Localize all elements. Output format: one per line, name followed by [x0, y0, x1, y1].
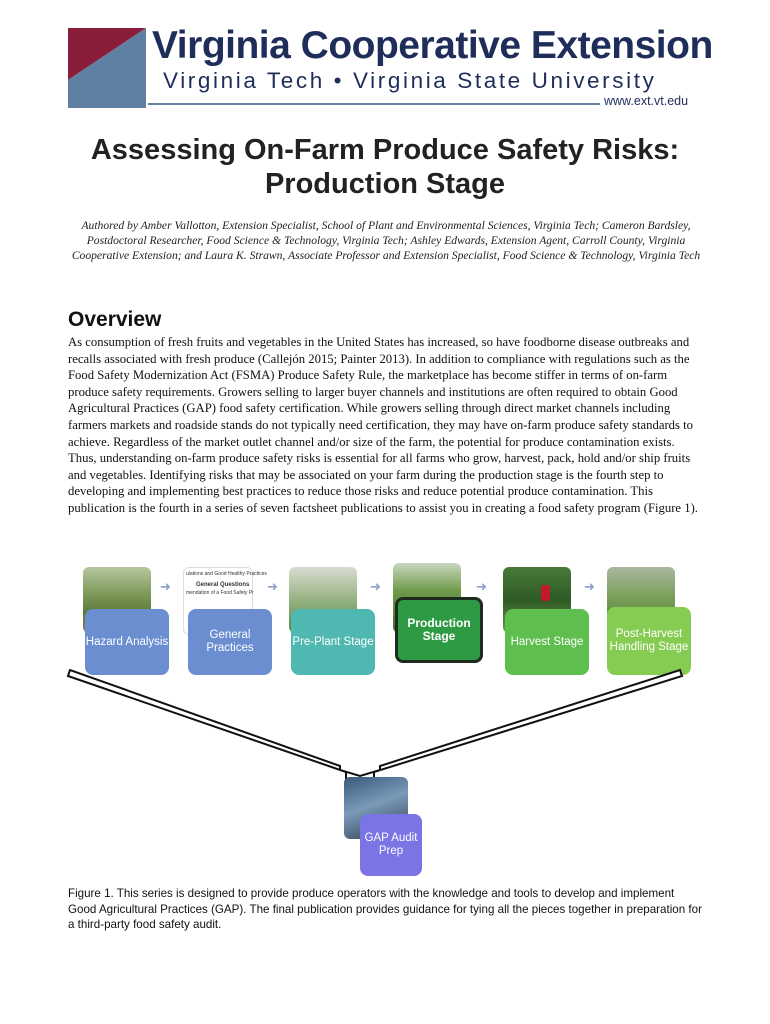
document-title — [40, 133, 730, 201]
step-label: General Practices — [206, 629, 254, 654]
arrow-right-icon: ➜ — [584, 580, 595, 595]
step-harvest — [505, 609, 589, 675]
org-subtitle: Virginia Tech • Virginia State University — [163, 68, 657, 93]
step-label: Harvest Stage — [510, 635, 584, 648]
authors: Authored by Amber Vallotton, Extension Specialist, School of Plant and Environmental Sciences, Virginia Tech; Cameron Bardsley, Postdoctoral Researcher, Food Science & Technology, Virginia Tech; Ashley Edwards, Extension Agent, Carroll County, Virginia Cooperative Extension; and Laura K. Strawn, Associate Professor and Extension Specialist, Food Science & Technology, Virginia Tech — [71, 219, 701, 262]
step-hazard-analysis — [85, 609, 169, 675]
title-line-2: Production Stage — [264, 168, 506, 200]
website-link[interactable]: www.ext.vt.edu — [604, 94, 689, 108]
vce-logo-mark — [68, 28, 146, 108]
thumb-text-2: General Questions — [196, 582, 250, 588]
step-production — [395, 597, 483, 663]
step-pre-plant — [291, 609, 375, 675]
header-rule — [148, 103, 600, 105]
arrow-right-icon: ➜ — [476, 580, 487, 595]
funnel-arrow — [60, 670, 710, 790]
step-label: Hazard Analysis — [85, 635, 169, 648]
step-label: Pre-Plant Stage — [292, 635, 374, 648]
step-gap-audit-prep — [360, 814, 422, 876]
overview-heading: Overview — [68, 308, 162, 331]
title-line-1: Assessing On-Farm Produce Safety Risks: — [90, 134, 680, 166]
step-label: Production Stage — [407, 616, 471, 643]
overview-paragraph: As consumption of fresh fruits and vegetables in the United States has increased, so have foodborne disease outbreaks and recalls associated with fresh produce (Callejón 2015; Painter 2013). In addition to compliance with regulations such as the Food Safety Modernization Act (FSMA) Produce Safety Rule, the marketplace has become stiffer in terms of on-farm produce safety requirements. Growers selling to larger buyer channels and institutions are often required to obtain Good Agricultural Practices (GAP) food safety certification. While growers selling through direct market channels including farmers markets and roadside stands do not typically need certification, they may have on-farm produce safety standards to achieve. Regardless of the market outlet channel and/or size of the farm, the potential for produce contamination exists. Thus, understanding on-farm produce safety risks is essential for all farms who grow, harvest, pack, hold and/or ship fruits and vegetables. Identifying risks that may be associated on your farm during the production stage is the fourth step to developing and implementing best practices to reduce those risks and reduce potential produce contamination. This publication is the fourth in a series of seven factsheet publications to assist you in creating a food safety program (Figure 1). — [68, 335, 698, 515]
thumb-text-3: mendation of a Food Safety Pr — [186, 590, 254, 596]
arrow-right-icon: ➜ — [160, 580, 171, 595]
step-post-harvest — [607, 607, 691, 675]
step-label: Post-Harvest Handling Stage — [609, 628, 689, 653]
arrow-right-icon: ➜ — [370, 580, 381, 595]
step-general-practices — [188, 609, 272, 675]
thumb-text-1: ulations and Good Healthy Practices — [186, 571, 267, 577]
figure-caption: Figure 1. This series is designed to provide produce operators with the knowledge and tools to develop and implement Good Agricultural Practices (GAP). The final publication provides guidance for tying all the pieces together in preparation for a third-party food safety audit. — [68, 887, 702, 931]
arrow-right-icon: ➜ — [267, 580, 278, 595]
step-label: GAP Audit Prep — [364, 832, 418, 857]
org-title: Virginia Cooperative Extension — [152, 24, 713, 67]
